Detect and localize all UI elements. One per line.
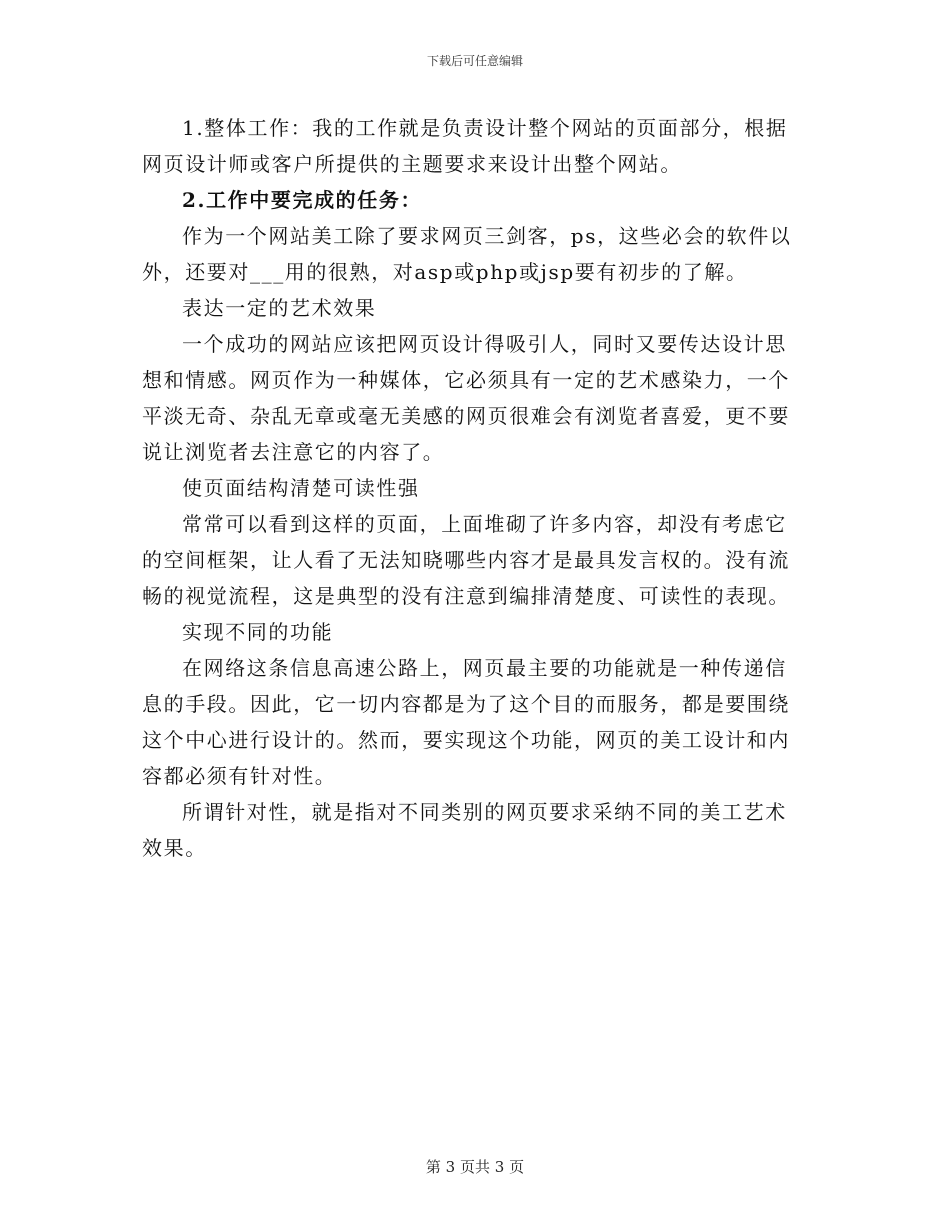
paragraph-functions: 在网络这条信息高速公路上，网页最主要的功能就是一种传递信息的手段。因此，它一切内容都是为了这个目的而服务，都是要围绕这个中心进行设计的。然而，要实现这个功能，网页的美工设计和内容都必须有针对性。	[142, 656, 790, 788]
page-number: 第 3 页共 3 页	[425, 1158, 525, 1176]
paragraph-readability: 常常可以看到这样的页面，上面堆砌了许多内容，却没有考虑它的空间框架，让人看了无法知晓哪些内容才是最具发言权的。没有流畅的视觉流程，这是典型的没有注意到编排清楚度、可读性的表现。	[142, 512, 790, 608]
section-heading-tasks: 2.工作中要完成的任务：	[182, 188, 423, 212]
page-header: 下载后可任意编辑	[426, 54, 523, 68]
subheading-functions: 实现不同的功能	[182, 620, 334, 644]
paragraph-targeting: 所谓针对性，就是指对不同类别的网页要求采纳不同的美工艺术效果。	[142, 800, 787, 860]
paragraph-tasks-detail: 作为一个网站美工除了要求网页三剑客，ps，这些必会的软件以外，还要对___用的很熟，对asp或php或jsp要有初步的了解。	[142, 224, 792, 284]
subheading-readability: 使页面结构清楚可读性强	[182, 476, 420, 500]
paragraph-overall-work: 1.整体工作：我的工作就是负责设计整个网站的页面部分，根据网页设计师或客户所提供的主题要求来设计出整个网站。	[142, 116, 788, 176]
document-body	[142, 110, 798, 866]
paragraph-artistic-effect: 一个成功的网站应该把网页设计得吸引人，同时又要传达设计思想和情感。网页作为一种媒体，它必须具有一定的艺术感染力，一个平淡无奇、杂乱无章或毫无美感的网页很难会有浏览者喜爱，更不要说让浏览者去注意它的内容了。	[142, 332, 790, 464]
subheading-artistic-effect: 表达一定的艺术效果	[182, 296, 377, 320]
